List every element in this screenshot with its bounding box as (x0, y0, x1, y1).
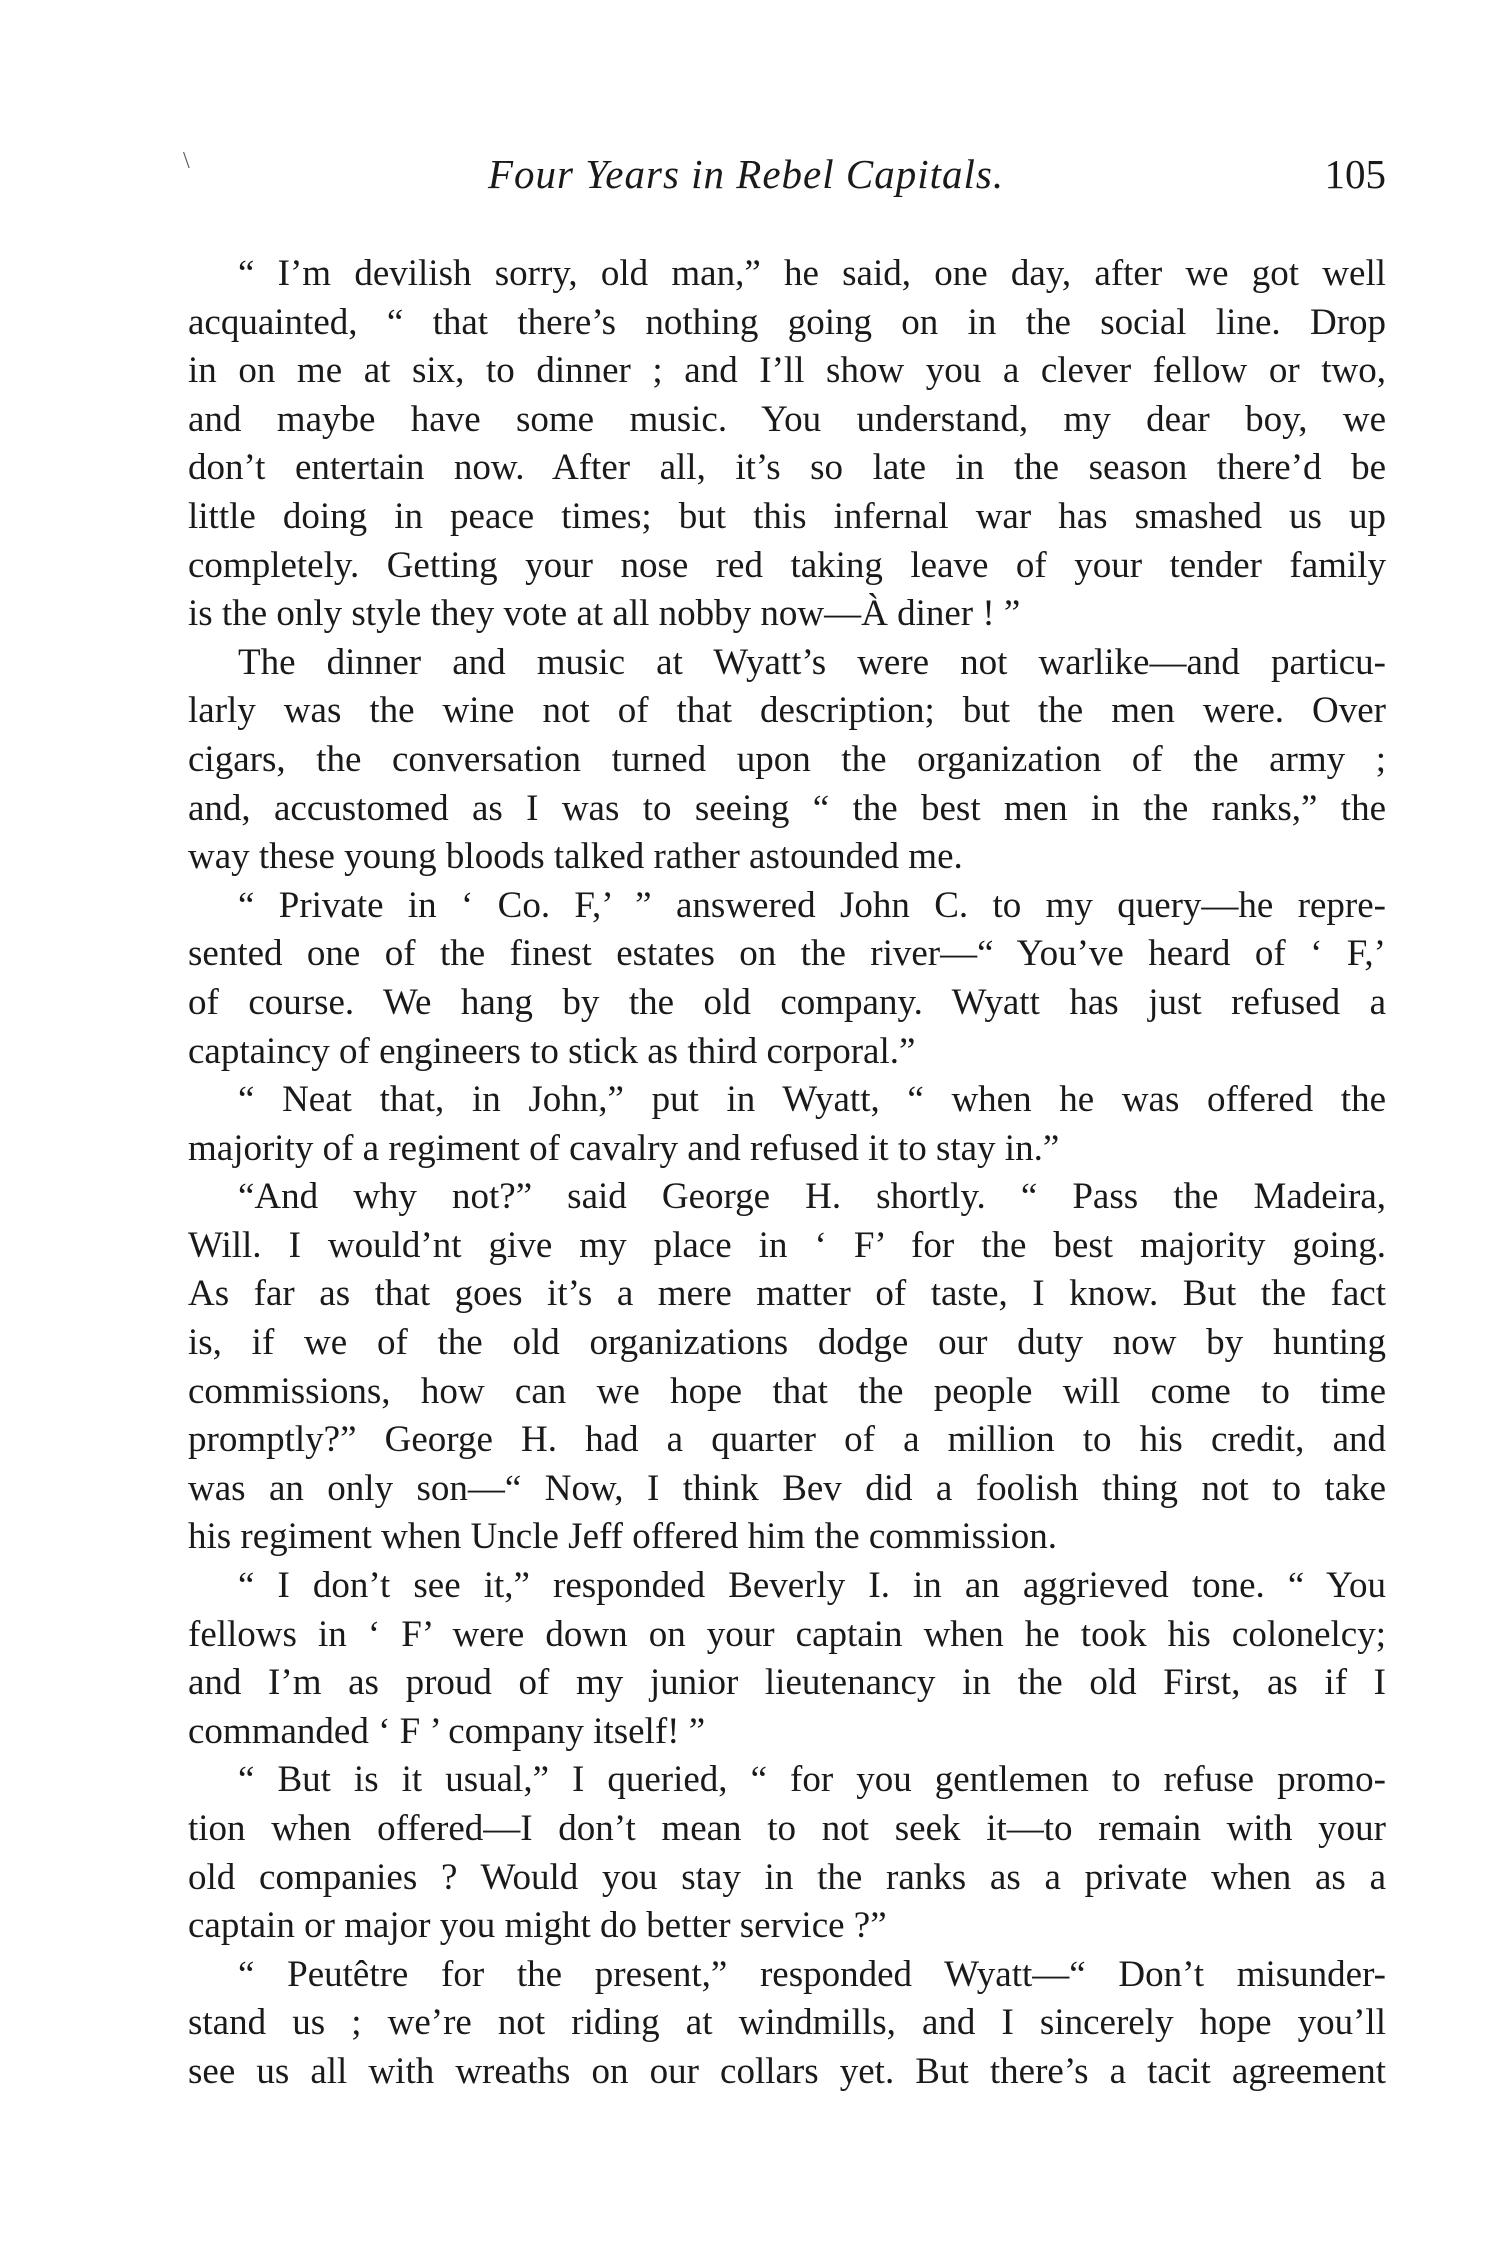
text-line: and maybe have some music. You understand, my dear boy, we (188, 398, 1386, 440)
body-text (188, 250, 1386, 2097)
text-line: larly was the wine not of that description; but the men were. Over (188, 690, 1386, 732)
text-line: tion when offered—I don’t mean to not seek it—to remain with your (188, 1808, 1386, 1849)
text-line: “ Private in ‘ Co. F,’ ” answered John C. to my query—he repre- (238, 884, 1386, 926)
text-line: his regiment when Uncle Jeff offered him the commission. (188, 1516, 1057, 1558)
text-line: old companies ? Would you stay in the ranks as a private when as a (188, 1856, 1386, 1898)
text-line: “ I’m devilish sorry, old man,” he said, one day, after we got well (238, 253, 1386, 294)
text-line: captaincy of engineers to stick as third corporal.” (188, 1030, 916, 1072)
text-line: is the only style they vote at all nobby now—À diner ! ” (188, 593, 1021, 635)
text-line: is, if we of the old organizations dodge our duty now by hunting (188, 1322, 1386, 1364)
text-line: and I’m as proud of my junior lieutenancy in the old First, as if I (188, 1662, 1386, 1704)
text-line: completely. Getting your nose red taking leave of your tender family (188, 544, 1386, 586)
text-line: The dinner and music at Wyatt’s were not warlike—and particu- (238, 641, 1386, 683)
stray-mark: \ (183, 148, 190, 174)
text-line: “ But is it usual,” I queried, “ for you gentlemen to refuse promo- (238, 1759, 1386, 1801)
text-line: commissions, how can we hope that the people will come to time (188, 1370, 1386, 1412)
page-number: 105 (1324, 151, 1386, 197)
text-line: promptly?” George H. had a quarter of a million to his credit, and (188, 1419, 1386, 1461)
text-line: As far as that goes it’s a mere matter of taste, I know. But the fact (188, 1273, 1386, 1315)
text-line: fellows in ‘ F’ were down on your captain when he took his colonelcy; (188, 1613, 1386, 1655)
text-line: “And why not?” said George H. shortly. “ Pass the Madeira, (238, 1176, 1386, 1218)
text-line: little doing in peace times; but this infernal war has smashed us up (188, 495, 1386, 537)
text-line: “ Neat that, in John,” put in Wyatt, “ when he was offered the (238, 1079, 1386, 1121)
text-line: cigars, the conversation turned upon the organization of the army ; (188, 738, 1386, 780)
text-line: see us all with wreaths on our collars yet. But there’s a tacit agreement (188, 2050, 1386, 2092)
text-line: don’t entertain now. After all, it’s so late in the season there’d be (188, 447, 1386, 489)
text-line: in on me at six, to dinner ; and I’ll show you a clever fellow or two, (188, 350, 1386, 392)
running-title: Four Years in Rebel Capitals. (488, 151, 1005, 197)
text-line: was an only son—“ Now, I think Bev did a foolish thing not to take (188, 1467, 1386, 1509)
text-line: Will. I would’nt give my place in ‘ F’ for the best majority going. (188, 1224, 1386, 1266)
text-line: captain or major you might do better service ?” (188, 1905, 887, 1947)
text-line: sented one of the finest estates on the river—“ You’ve heard of ‘ F,’ (188, 933, 1386, 975)
text-line: acquainted, “ that there’s nothing going on in the social line. Drop (188, 301, 1386, 343)
text-line: of course. We hang by the old company. Wyatt has just refused a (188, 981, 1386, 1023)
text-line: “ I don’t see it,” responded Beverly I. in an aggrieved tone. “ You (238, 1565, 1386, 1607)
text-line: stand us ; we’re not riding at windmills, and I sincerely hope you’ll (188, 2002, 1386, 2044)
text-line: commanded ‘ F ’ company itself! ” (188, 1710, 706, 1752)
text-line: and, accustomed as I was to seeing “ the best men in the ranks,” the (188, 787, 1386, 829)
running-head (188, 150, 1386, 210)
text-line: way these young bloods talked rather astounded me. (188, 836, 963, 878)
text-line: “ Peutêtre for the present,” responded Wyatt—“ Don’t misunder- (238, 1953, 1386, 1995)
text-line: majority of a regiment of cavalry and refused it to stay in.” (188, 1127, 1060, 1169)
